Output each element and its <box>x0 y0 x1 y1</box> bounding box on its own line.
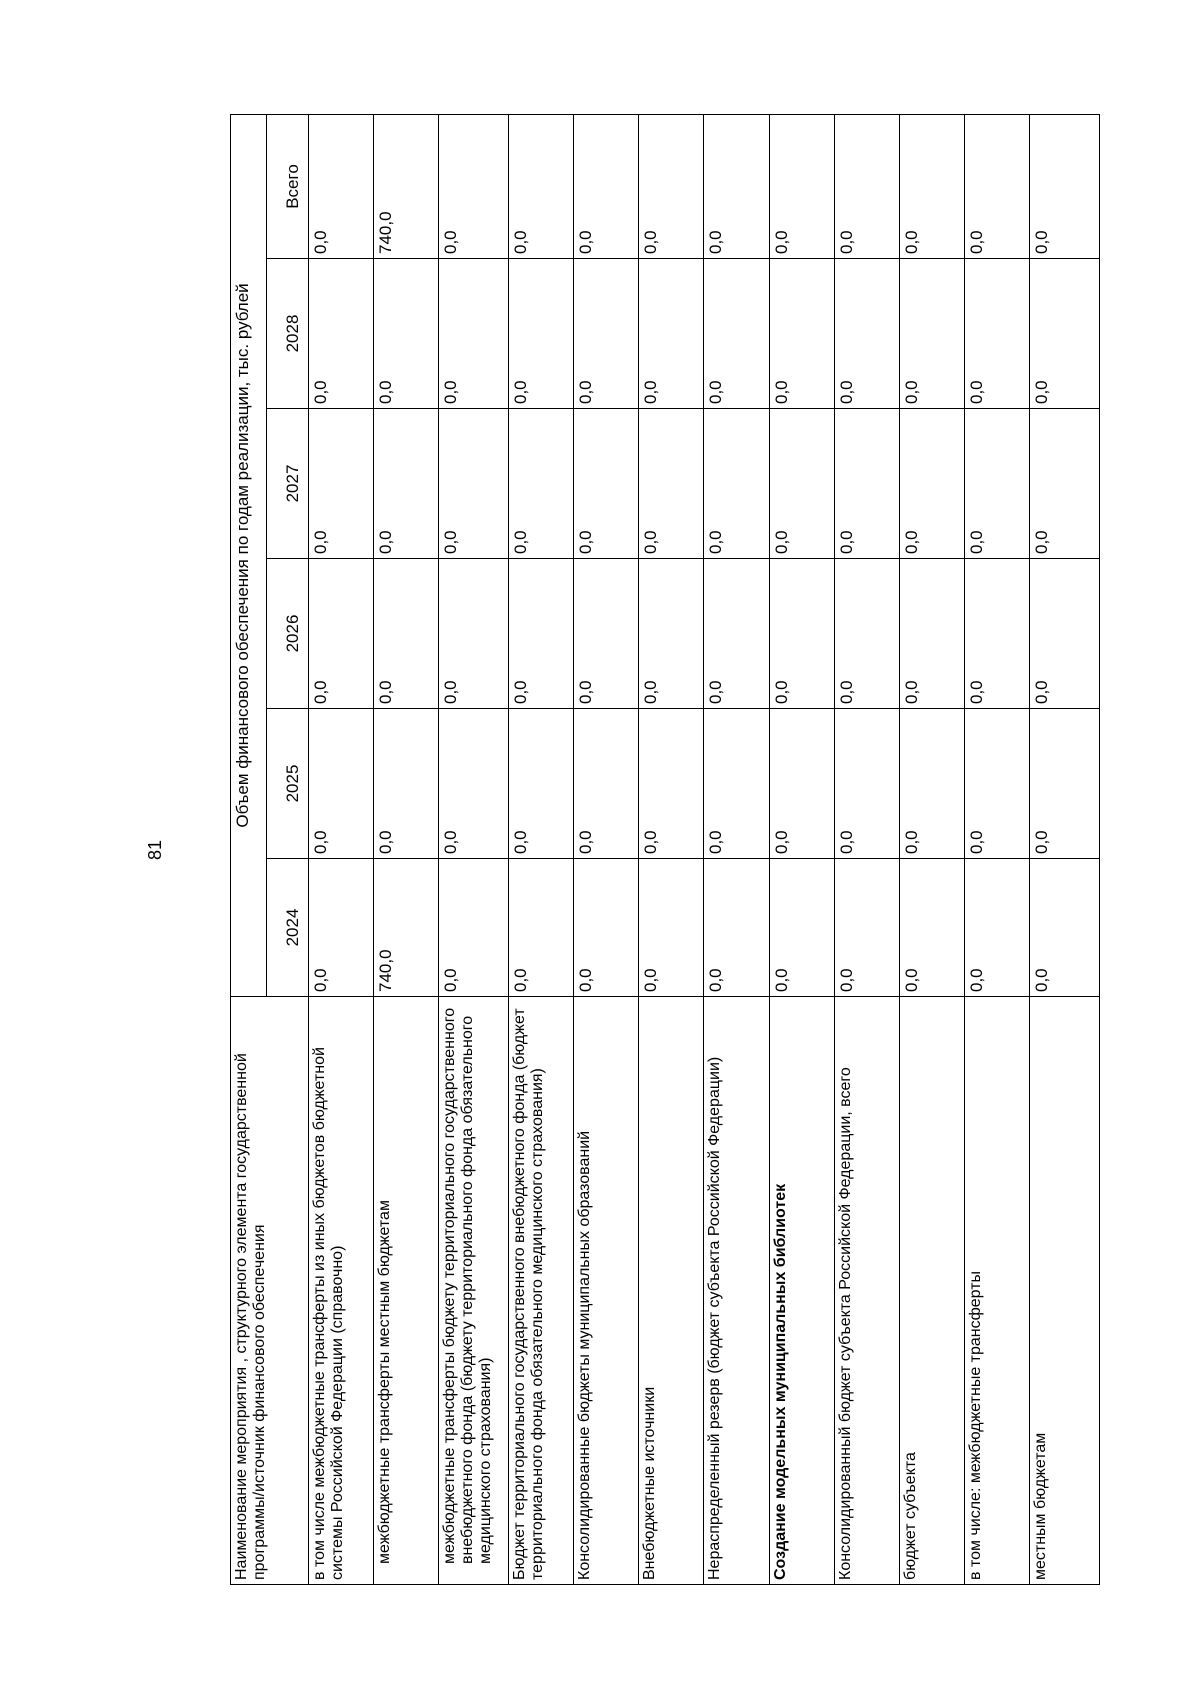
cell-value: 0,0 <box>1030 409 1100 559</box>
cell-value: 0,0 <box>769 559 834 709</box>
cell-value: 0,0 <box>439 559 508 709</box>
cell-value: 0,0 <box>704 559 769 709</box>
cell-value: 0,0 <box>834 859 899 997</box>
cell-value: 0,0 <box>309 409 374 559</box>
cell-value: 0,0 <box>834 409 899 559</box>
cell-value: 0,0 <box>639 859 704 997</box>
cell-value: 0,0 <box>309 114 374 258</box>
table-row <box>309 114 374 1584</box>
cell-value: 0,0 <box>574 259 639 409</box>
year-header-2024: 2024 <box>267 859 309 997</box>
cell-value: 0,0 <box>374 409 439 559</box>
cell-value: 0,0 <box>704 259 769 409</box>
cell-value: 0,0 <box>439 859 508 997</box>
table-row <box>965 114 1030 1584</box>
cell-value: 0,0 <box>439 409 508 559</box>
cell-value: 0,0 <box>508 859 573 997</box>
row-label: бюджет субъекта <box>900 997 965 1585</box>
cell-value: 0,0 <box>704 859 769 997</box>
table-row <box>704 114 769 1584</box>
cell-value: 0,0 <box>639 559 704 709</box>
year-header-2025: 2025 <box>267 709 309 859</box>
cell-value: 0,0 <box>965 409 1030 559</box>
table-row <box>374 114 439 1584</box>
cell-value: 0,0 <box>900 859 965 997</box>
table-row <box>439 114 508 1584</box>
cell-value: 0,0 <box>1030 709 1100 859</box>
financing-group-header: Объем финансового обеспечения по годам реализации, тыс. рублей <box>231 114 267 996</box>
table-row <box>900 114 965 1584</box>
cell-value: 0,0 <box>834 709 899 859</box>
table-row <box>639 114 704 1584</box>
cell-value: 0,0 <box>769 259 834 409</box>
cell-value: 0,0 <box>965 709 1030 859</box>
cell-value: 0,0 <box>769 409 834 559</box>
cell-value: 0,0 <box>374 709 439 859</box>
cell-value: 0,0 <box>309 709 374 859</box>
cell-value: 0,0 <box>639 114 704 258</box>
cell-value: 0,0 <box>769 859 834 997</box>
cell-value: 0,0 <box>508 409 573 559</box>
rotated-table-container <box>230 115 1100 1585</box>
cell-value: 0,0 <box>574 409 639 559</box>
cell-value: 740,0 <box>374 114 439 258</box>
row-label: Консолидированный бюджет субъекта Российской Федерации, всего <box>834 997 899 1585</box>
cell-value: 0,0 <box>834 114 899 258</box>
year-header-2026: 2026 <box>267 559 309 709</box>
cell-value: 0,0 <box>900 559 965 709</box>
cell-value: 0,0 <box>965 559 1030 709</box>
cell-value: 740,0 <box>374 859 439 997</box>
cell-value: 0,0 <box>374 559 439 709</box>
row-label: Нераспределенный резерв (бюджет субъекта Российской Федерации) <box>704 997 769 1585</box>
row-label: Создание модельных муниципальных библиотек <box>769 997 834 1585</box>
cell-value: 0,0 <box>508 709 573 859</box>
cell-value: 0,0 <box>965 114 1030 258</box>
cell-value: 0,0 <box>508 259 573 409</box>
cell-value: 0,0 <box>900 709 965 859</box>
cell-value: 0,0 <box>704 709 769 859</box>
cell-value: 0,0 <box>1030 259 1100 409</box>
cell-value: 0,0 <box>574 559 639 709</box>
cell-value: 0,0 <box>704 114 769 258</box>
cell-value: 0,0 <box>309 859 374 997</box>
cell-value: 0,0 <box>508 114 573 258</box>
cell-value: 0,0 <box>309 559 374 709</box>
row-label: в том числе: межбюджетные трансферты <box>965 997 1030 1585</box>
total-header: Всего <box>267 114 309 258</box>
cell-value: 0,0 <box>769 114 834 258</box>
cell-value: 0,0 <box>639 409 704 559</box>
cell-value: 0,0 <box>769 709 834 859</box>
cell-value: 0,0 <box>639 709 704 859</box>
financing-table <box>230 114 1100 1585</box>
cell-value: 0,0 <box>439 114 508 258</box>
cell-value: 0,0 <box>900 259 965 409</box>
page-number: 81 <box>145 839 165 861</box>
row-label: Внебюджетные источники <box>639 997 704 1585</box>
cell-value: 0,0 <box>508 559 573 709</box>
table-row <box>769 114 834 1584</box>
table-row <box>834 114 899 1584</box>
cell-value: 0,0 <box>900 114 965 258</box>
cell-value: 0,0 <box>439 709 508 859</box>
cell-value: 0,0 <box>639 259 704 409</box>
cell-value: 0,0 <box>309 259 374 409</box>
cell-value: 0,0 <box>965 859 1030 997</box>
cell-value: 0,0 <box>834 259 899 409</box>
cell-value: 0,0 <box>834 559 899 709</box>
year-header-2027: 2027 <box>267 409 309 559</box>
row-label: в том числе межбюджетные трансферты из иных бюджетов бюджетной системы Российской Федерации (справочно) <box>309 997 374 1585</box>
row-label: межбюджетные трансферты бюджету территориального государственного внебюджетного фонда (бюджету территориального фонда обязательного медицинского страхования) <box>439 997 508 1585</box>
name-column-header: Наименование мероприятия , структурного элемента государственной программы/источник финансового обеспечения <box>231 997 309 1585</box>
cell-value: 0,0 <box>1030 559 1100 709</box>
cell-value: 0,0 <box>965 259 1030 409</box>
table-row <box>1030 114 1100 1584</box>
cell-value: 0,0 <box>704 409 769 559</box>
year-header-2028: 2028 <box>267 259 309 409</box>
row-label: Бюджет территориального государственного внебюджетного фонда (бюджет территориального фонда обязательного медицинского страхования) <box>508 997 573 1585</box>
row-label: межбюджетные трансферты местным бюджетам <box>374 997 439 1585</box>
cell-value: 0,0 <box>1030 114 1100 258</box>
cell-value: 0,0 <box>574 709 639 859</box>
row-label: местным бюджетам <box>1030 997 1100 1585</box>
cell-value: 0,0 <box>374 259 439 409</box>
cell-value: 0,0 <box>1030 859 1100 997</box>
table-row <box>508 114 573 1584</box>
table-row <box>574 114 639 1584</box>
cell-value: 0,0 <box>574 859 639 997</box>
cell-value: 0,0 <box>900 409 965 559</box>
row-label: Консолидированные бюджеты муниципальных образований <box>574 997 639 1585</box>
cell-value: 0,0 <box>574 114 639 258</box>
cell-value: 0,0 <box>439 259 508 409</box>
